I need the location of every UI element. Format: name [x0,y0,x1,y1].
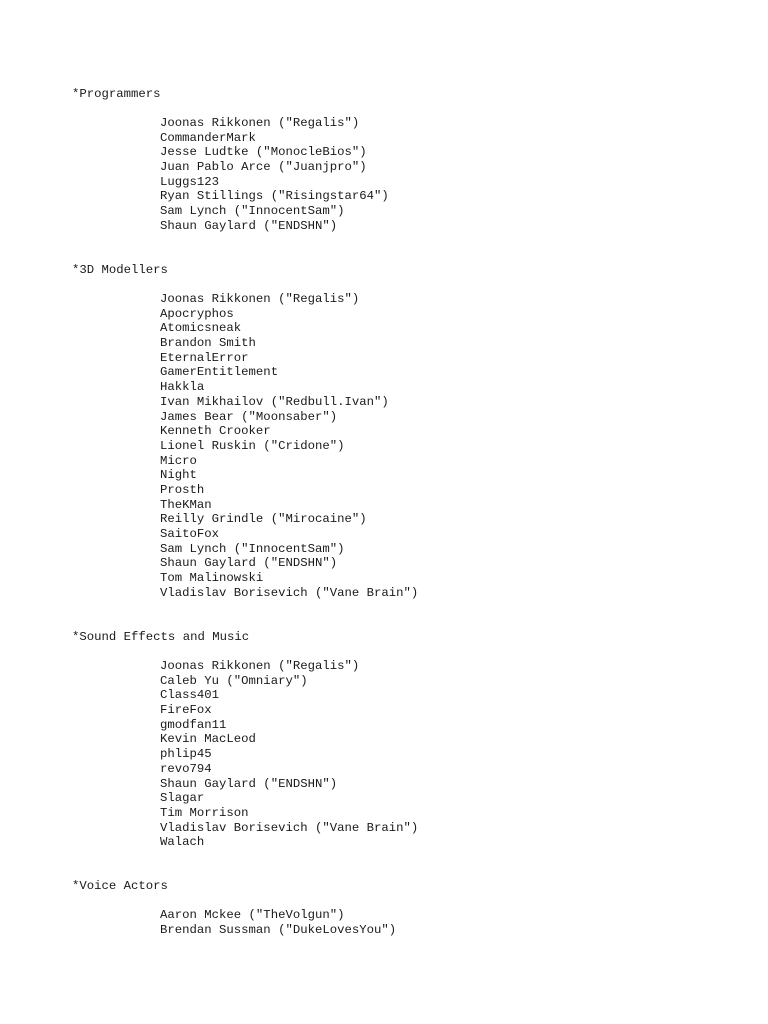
credit-name: Luggs123 [160,174,220,189]
credit-name: Shaun Gaylard ("ENDSHN") [160,556,338,571]
credit-name: Caleb Yu ("Omniary") [160,673,308,688]
credit-name: Kenneth Crooker [160,424,271,439]
credit-list [160,908,396,937]
credit-name: Brendan Sussman ("DukeLovesYou") [160,922,397,937]
credit-name: Micro [160,453,197,468]
credit-name: Atomicsneak [160,321,242,336]
credit-name: Apocryphos [160,306,234,321]
section-heading: *Voice Actors [72,879,168,893]
credit-list [160,116,389,234]
credit-name: Shaun Gaylard ("ENDSHN") [160,776,338,791]
credit-name: GamerEntitlement [160,365,279,380]
credit-name: TheKMan [160,497,212,512]
credit-name: Tim Morrison [160,805,249,820]
credit-name: Brandon Smith [160,336,256,351]
section-heading: *3D Modellers [72,263,168,277]
credit-name: Shaun Gaylard ("ENDSHN") [160,218,338,233]
credit-name: Hakkla [160,380,205,395]
section-heading: *Programmers [72,87,161,101]
credit-name: CommanderMark [160,130,256,145]
credit-name: James Bear ("Moonsaber") [160,409,338,424]
credit-name: Class401 [160,688,220,703]
credit-name: Sam Lynch ("InnocentSam") [160,541,345,556]
credit-name: FireFox [160,703,212,718]
credit-name: Joonas Rikkonen ("Regalis") [160,659,360,673]
credit-name: Sam Lynch ("InnocentSam") [160,204,345,219]
credit-list [160,659,418,850]
credit-name: Kevin MacLeod [160,732,256,747]
credit-name: Ryan Stillings ("Risingstar64") [160,189,389,204]
credit-name: Juan Pablo Arce ("Juanjpro") [160,160,367,175]
credit-name: Joonas Rikkonen ("Regalis") [160,292,360,306]
credit-name: gmodfan11 [160,717,227,732]
credit-name: Lionel Ruskin ("Cridone") [160,438,345,453]
credit-name: Ivan Mikhailov ("Redbull.Ivan") [160,394,389,409]
credit-list [160,292,418,600]
credit-name: Walach [160,835,205,850]
credit-name: Reilly Grindle ("Mirocaine") [160,512,367,527]
credit-name: EternalError [160,350,249,365]
credit-name: Jesse Ludtke ("MonocleBios") [160,145,367,160]
section-heading: *Sound Effects and Music [72,630,250,644]
credit-name: phlip45 [160,747,212,762]
credit-name: Joonas Rikkonen ("Regalis") [160,116,360,130]
credit-name: Vladislav Borisevich ("Vane Brain") [160,585,419,600]
credit-name: Aaron Mckee ("TheVolgun") [160,908,345,922]
credit-name: Prosth [160,482,205,497]
credit-name: SaitoFox [160,527,220,541]
credit-name: revo794 [160,761,212,776]
credit-name: Tom Malinowski [160,571,264,586]
credit-name: Night [160,468,197,483]
credit-name: Vladislav Borisevich ("Vane Brain") [160,820,419,835]
credit-name: Slagar [160,791,205,806]
